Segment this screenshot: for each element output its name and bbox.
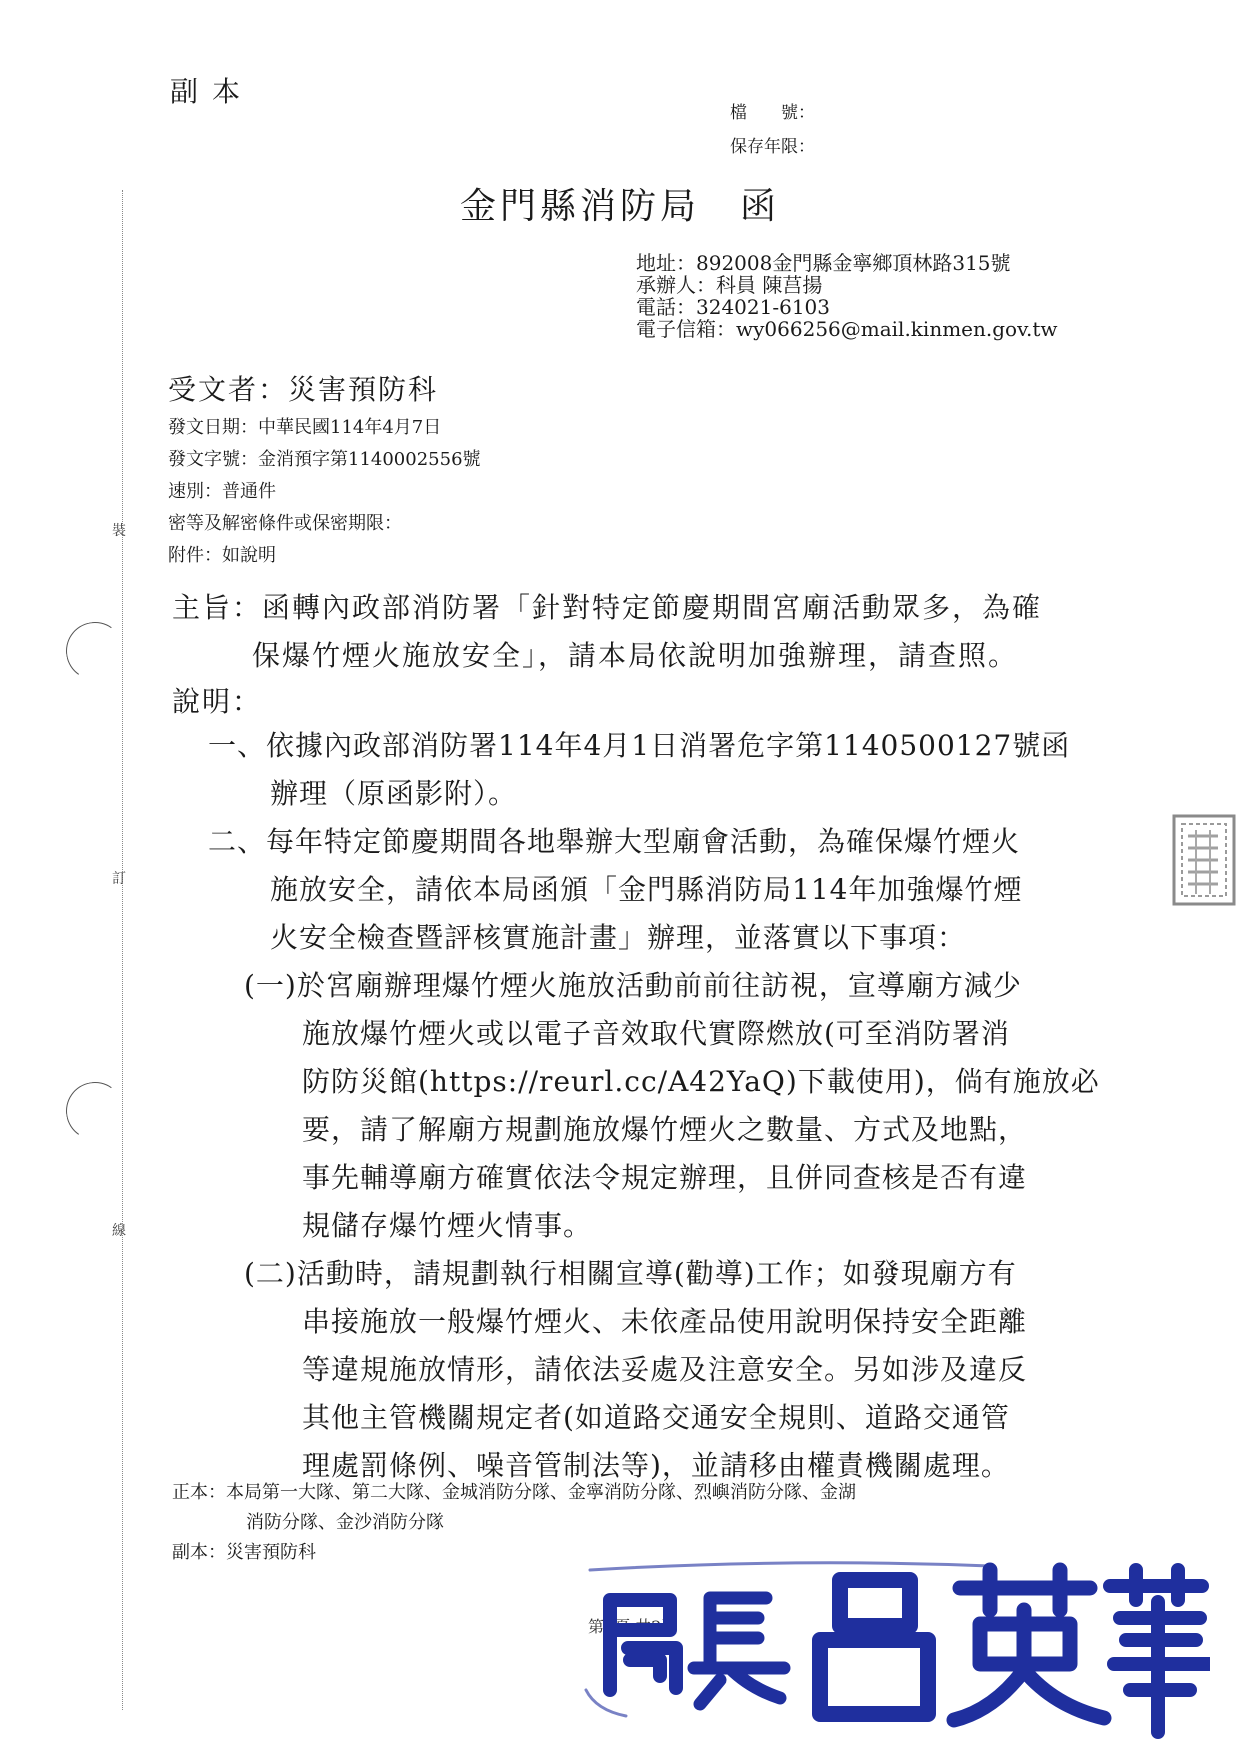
meta-block (168, 412, 481, 572)
subject-line-1: 主旨：函轉內政部消防署「針對特定節慶期間宮廟活動眾多，為確 (172, 591, 1043, 624)
classification-line: 密等及解密條件或保密期限： (168, 513, 402, 534)
file-number-label: 檔 號： (730, 103, 815, 123)
explanation-line: 規儲存爆竹煙火情事。 (302, 1209, 593, 1242)
punch-hole-bottom (61, 1077, 128, 1144)
explanation-heading: 說明： (172, 685, 263, 718)
address-line: 地址：892008金門縣金寧鄉頂林路315號 (636, 251, 1011, 275)
director-signature-stamp (570, 1540, 1210, 1740)
copy-recipients: 副本：災害預防科 (172, 1542, 316, 1563)
recipient-line: 受文者：災害預防科 (168, 373, 439, 406)
explanation-line: 施放安全，請依本局函頒「金門縣消防局114年加強爆竹煙 (270, 873, 1023, 906)
explanation-line: (一)於宮廟辦理爆竹煙火施放活動前前往訪視，宣導廟方減少 (244, 969, 1022, 1002)
subject-block (172, 584, 1042, 680)
binding-mark-xian: 線 (112, 1223, 126, 1239)
urgency-level: 速別：普通件 (168, 481, 276, 502)
explanation-line: 其他主管機關規定者(如道路交通安全規則、道路交通管 (302, 1401, 1010, 1434)
explanation-line: 防防災館(https://reurl.cc/A42YaQ)下載使用)，倘有施放必 (302, 1065, 1100, 1098)
explanation-line: 施放爆竹煙火或以電子音效取代實際燃放(可至消防署消 (302, 1017, 1010, 1050)
copy-mark: 副本 (170, 75, 255, 108)
retention-period-label: 保存年限： (730, 137, 815, 157)
document-title (0, 178, 1240, 229)
binding-mark-ding: 訂 (112, 871, 126, 887)
phone-line: 電話：324021-6103 (636, 295, 831, 319)
email-line: 電子信箱：wy066256@mail.kinmen.gov.tw (636, 317, 1058, 341)
explanation-line: 理處罰條例、噪音管制法等)，並請移由權責機關處理。 (302, 1449, 1010, 1482)
document-number: 發文字號：金消預字第1140002556號 (168, 449, 481, 470)
explanation-line: 辦理（原函影附）。 (270, 777, 518, 810)
explanation-line: 串接施放一般爆竹煙火、未依產品使用說明保持安全距離 (302, 1305, 1028, 1338)
handler-line: 承辦人：科員 陳莒揚 (636, 273, 823, 297)
attachment-line: 附件：如說明 (168, 545, 276, 566)
explanation-line: 要，請了解廟方規劃施放爆竹煙火之數量、方式及地點， (302, 1113, 1028, 1146)
contact-block (636, 252, 1058, 340)
issue-date: 發文日期：中華民國114年4月7日 (168, 417, 442, 438)
explanation-body (208, 722, 1100, 1490)
explanation-line: 等違規施放情形，請依法妥處及注意安全。另如涉及違反 (302, 1353, 1028, 1386)
primary-recipients-line-1: 正本：本局第一大隊、第二大隊、金城消防分隊、金寧消防分隊、烈嶼消防分隊、金湖 (172, 1482, 856, 1503)
document-type: 函 (740, 186, 781, 227)
explanation-line: 二、每年特定節慶期間各地舉辦大型廟會活動，為確保爆竹煙火 (208, 825, 1021, 858)
page-number: 第1頁 共2頁 (588, 1617, 678, 1636)
punch-hole-top (61, 617, 128, 684)
primary-recipients-line-2: 消防分隊、金沙消防分隊 (246, 1512, 444, 1533)
explanation-line: 一、依據內政部消防署114年4月1日消署危字第1140500127號函 (208, 729, 1071, 762)
binding-line (122, 190, 123, 1710)
agency-name: 金門縣消防局 (459, 186, 700, 227)
file-info-block (730, 96, 815, 164)
binding-mark-zhuang: 裝 (112, 523, 126, 539)
explanation-line: (二)活動時，請規劃執行相關宣導(勸導)工作；如發現廟方有 (244, 1257, 1017, 1290)
explanation-line: 事先輔導廟方確實依法令規定辦理，且併同查核是否有違 (302, 1161, 1028, 1194)
seal-stamp-icon (1168, 812, 1238, 908)
subject-line-2: 保爆竹煙火施放安全」，請本局依說明加強辦理，請查照。 (252, 639, 1019, 672)
explanation-line: 火安全檢查暨評核實施計畫」辦理，並落實以下事項： (270, 921, 967, 954)
